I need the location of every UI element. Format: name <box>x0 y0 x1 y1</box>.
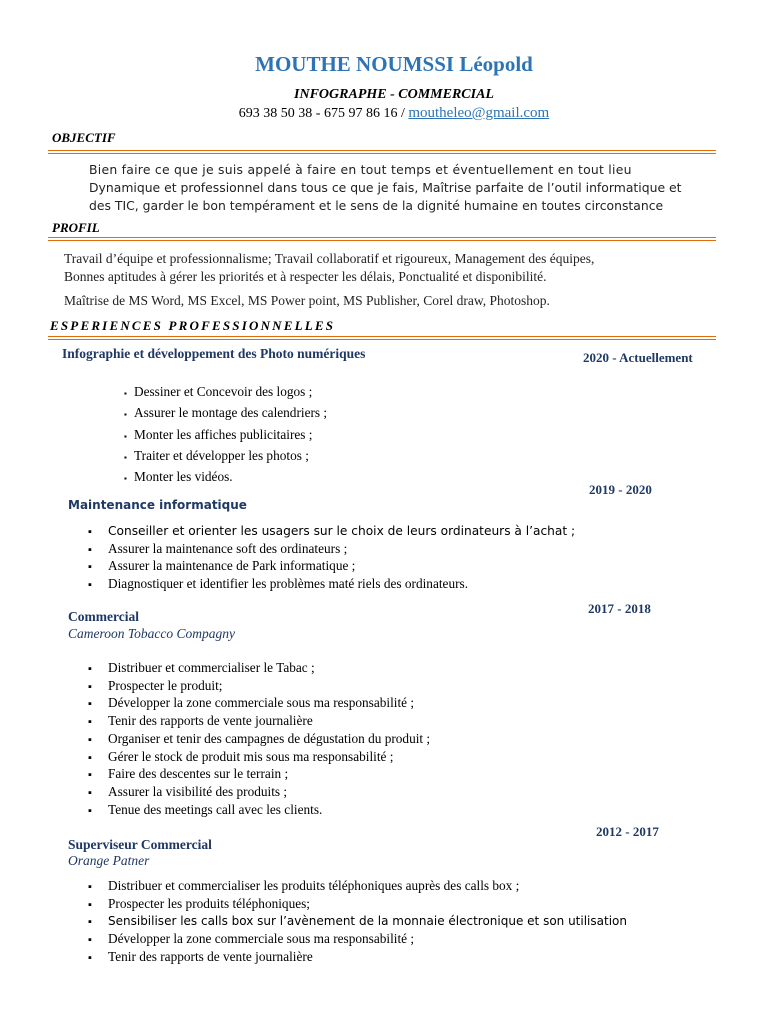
task-list <box>88 660 430 819</box>
email-link[interactable]: moutheleo@gmail.com <box>408 105 550 121</box>
bullet-icon: ▪ <box>88 898 92 911</box>
objectif-line-1: Bien faire ce que je suis appelé à faire en tout temps et éventuellement en tout lieu <box>89 162 632 177</box>
company-name: Orange Patner <box>68 853 150 868</box>
profil-heading: PROFIL <box>52 220 100 235</box>
task-list <box>124 382 327 488</box>
list-item: ▪ Assurer le montage des calendriers ; <box>124 403 327 424</box>
job-title: Maintenance informatique <box>68 498 247 512</box>
phone-numbers: 693 38 50 38 - 675 97 86 16 / <box>238 106 409 121</box>
list-item: ▪ Tenir des rapports de vente journalière <box>88 713 430 731</box>
list-item: ▪ Développer la zone commerciale sous ma responsabilité ; <box>88 931 627 949</box>
bullet-icon: ▪ <box>88 916 92 929</box>
bullet-icon: ▪ <box>88 804 92 817</box>
bullet-icon: ▪ <box>124 410 127 420</box>
list-item: ▪ Diagnostiquer et identifier les problèmes maté riels des ordinateurs. <box>88 576 575 594</box>
objectif-heading: OBJECTIF <box>52 130 116 145</box>
job-title: Superviseur Commercial <box>68 837 212 852</box>
profil-line-3: Maîtrise de MS Word, MS Excel, MS Power point, MS Publisher, Corel draw, Photoshop. <box>64 293 550 308</box>
profil-line-1: Travail d’équipe et professionnalisme; Travail collaboratif et rigoureux, Management des équipes, <box>64 251 595 266</box>
bullet-icon: ▪ <box>88 769 92 782</box>
task-list <box>88 878 627 967</box>
bullet-icon: ▪ <box>88 751 92 764</box>
list-item: ▪ Monter les affiches publicitaires ; <box>124 425 327 446</box>
bullet-icon: ▪ <box>88 733 92 746</box>
list-item: ▪ Développer la zone commerciale sous ma responsabilité ; <box>88 695 430 713</box>
section-divider <box>48 150 716 155</box>
bullet-icon: ▪ <box>88 881 92 893</box>
list-item: ▪ Assurer la maintenance de Park informatique ; <box>88 558 575 576</box>
list-item: ▪ Conseiller et orienter les usagers sur le choix de leurs ordinateurs à l’achat ; <box>88 523 575 541</box>
list-item: ▪ Traiter et développer les photos ; <box>124 446 327 467</box>
bullet-icon: ▪ <box>124 452 127 462</box>
bullet-icon: ▪ <box>88 786 92 799</box>
company-name: Cameroon Tobacco Compagny <box>68 626 235 641</box>
bullet-icon: ▪ <box>88 663 92 675</box>
job-dates: 2020 - Actuellement <box>583 350 693 365</box>
job-title: Commercial <box>68 609 139 624</box>
job-dates: 2019 - 2020 <box>589 482 652 497</box>
objectif-line-3: des TIC, garder le bon tempérament et le sens de la dignité humaine en toutes circonstance <box>89 198 664 213</box>
list-item: ▪ Organiser et tenir des campagnes de dégustation du produit ; <box>88 731 430 749</box>
list-item: ▪ Prospecter les produits téléphoniques; <box>88 896 627 914</box>
candidate-name: MOUTHE NOUMSSI Léopold <box>255 52 533 76</box>
bullet-icon: ▪ <box>124 474 127 484</box>
job-dates: 2012 - 2017 <box>596 824 659 839</box>
contact-line <box>0 105 768 122</box>
experiences-heading: ESPERIENCES PROFESSIONNELLES <box>50 318 336 333</box>
list-item: ▪ Distribuer et commercialiser les produits téléphoniques auprès des calls box ; <box>88 878 627 896</box>
candidate-title: INFOGRAPHE - COMMERCIAL <box>294 87 494 102</box>
list-item: ▪ Distribuer et commercialiser le Tabac ; <box>88 660 430 678</box>
bullet-icon: ▪ <box>88 579 92 592</box>
list-item: ▪ Assurer la maintenance soft des ordinateurs ; <box>88 541 575 559</box>
bullet-icon: ▪ <box>88 680 92 693</box>
list-item: ▪ Sensibiliser les calls box sur l’avènement de la monnaie électronique et son utilisation <box>88 913 627 931</box>
bullet-icon: ▪ <box>88 698 92 711</box>
objectif-line-2: Dynamique et professionnel dans tous ce que je fais, Maîtrise parfaite de l’outil informatique et <box>89 180 682 195</box>
list-item: ▪ Tenue des meetings call avec les clients. <box>88 802 430 820</box>
list-item: ▪ Faire des descentes sur le terrain ; <box>88 766 430 784</box>
list-item: ▪ Dessiner et Concevoir des logos ; <box>124 382 327 403</box>
section-divider <box>48 237 716 242</box>
bullet-icon: ▪ <box>124 431 127 441</box>
job-title: Infographie et développement des Photo numériques <box>62 346 366 361</box>
bullet-icon: ▪ <box>88 934 92 947</box>
bullet-icon: ▪ <box>88 716 92 729</box>
bullet-icon: ▪ <box>124 389 127 398</box>
bullet-icon: ▪ <box>88 951 92 964</box>
list-item: ▪ Monter les vidéos. <box>124 467 327 488</box>
list-item: ▪ Gérer le stock de produit mis sous ma responsabilité ; <box>88 749 430 767</box>
bullet-icon: ▪ <box>88 526 92 538</box>
bullet-icon: ▪ <box>88 561 92 574</box>
section-divider <box>48 336 716 341</box>
task-list <box>88 523 575 594</box>
bullet-icon: ▪ <box>88 543 92 556</box>
list-item: ▪ Prospecter le produit; <box>88 678 430 696</box>
list-item: ▪ Tenir des rapports de vente journalière <box>88 949 627 967</box>
job-dates: 2017 - 2018 <box>588 601 651 616</box>
list-item: ▪ Assurer la visibilité des produits ; <box>88 784 430 802</box>
profil-line-2: Bonnes aptitudes à gérer les priorités et à respecter les délais, Ponctualité et disponibilité. <box>64 269 547 284</box>
